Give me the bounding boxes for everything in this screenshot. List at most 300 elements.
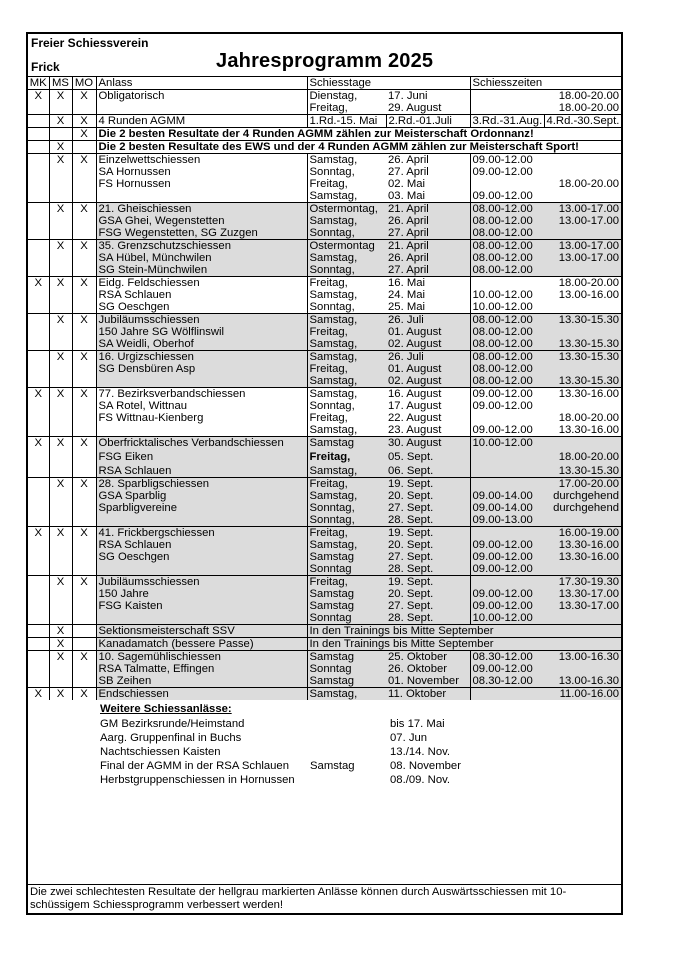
mark-mo [72, 675, 96, 688]
time-afternoon: 13.30-17.00 [544, 600, 621, 612]
mark-mo: X [72, 688, 96, 701]
mark-mo [72, 539, 96, 551]
event-name: Endschiessen [96, 688, 307, 701]
time-morning [470, 478, 544, 491]
time-morning: 09.00-12.00 [470, 154, 544, 167]
mark-ms: X [49, 688, 72, 701]
mark-mo [72, 141, 96, 154]
time-morning [470, 412, 544, 424]
mark-ms: X [49, 277, 72, 290]
event-day: Samstag, [307, 190, 386, 203]
mark-ms [49, 326, 72, 338]
table-row [28, 663, 621, 675]
mark-mo [72, 400, 96, 412]
mark-mk [28, 178, 49, 190]
table-row [28, 190, 621, 203]
mark-mk [28, 638, 49, 651]
event-date: 21. April [386, 203, 470, 216]
mark-mk [28, 588, 49, 600]
mark-mk [28, 289, 49, 301]
time-afternoon [544, 301, 621, 314]
table-row [28, 514, 621, 527]
mark-mk [28, 363, 49, 375]
mark-ms [49, 514, 72, 527]
footnote: Die zwei schlechtesten Resultate der hellgrau markierten Anlässe können durch Auswärtsschiessen mit 10-schüssigem Schiessprogramm verbessert werden! [28, 884, 621, 913]
time-morning: 08.00-12.00 [470, 227, 544, 240]
mark-mk [28, 203, 49, 216]
further-event-date: 07. Jun [390, 732, 428, 744]
mark-ms: X [49, 388, 72, 401]
time-morning: 08.00-12.00 [470, 375, 544, 388]
time-afternoon: 13.00-17.00 [544, 240, 621, 253]
mark-mo [72, 612, 96, 625]
mark-mk [28, 651, 49, 664]
event-date: 20. Sept. [386, 490, 470, 502]
col-schiesstage: Schiesstage [307, 77, 470, 90]
event-date: 28. Sept. [386, 563, 470, 576]
mark-mo: X [72, 154, 96, 167]
table-row [28, 203, 621, 216]
event-day: Sonntag, [307, 264, 386, 277]
time-morning [470, 102, 544, 115]
further-event-name: Herbstgruppenschiessen in Hornussen [100, 774, 295, 786]
mark-mk [28, 166, 49, 178]
event-name: FSG Eiken [96, 449, 307, 465]
col-ms: MS [49, 77, 72, 90]
table-row [28, 277, 621, 290]
mark-mk [28, 375, 49, 388]
time-afternoon [544, 563, 621, 576]
time-afternoon: 13.30-16.00 [544, 539, 621, 551]
event-date: 21. April [386, 240, 470, 253]
table-row [28, 638, 621, 651]
mark-mo: X [72, 478, 96, 491]
event-date: 06. Sept. [386, 465, 470, 478]
event-date: 27. Sept. [386, 551, 470, 563]
event-name: Sparbligvereine [96, 502, 307, 514]
mark-ms [49, 166, 72, 178]
event-date: 11. Oktober [386, 688, 470, 701]
table-row [28, 563, 621, 576]
mark-mk [28, 326, 49, 338]
mark-mk [28, 154, 49, 167]
event-name: Jubiläumsschiessen [96, 314, 307, 327]
event-name: Oberfricktalisches Verbandschiessen [96, 437, 307, 450]
time-afternoon [544, 190, 621, 203]
table-row [28, 551, 621, 563]
table-row [28, 651, 621, 664]
event-name [96, 424, 307, 437]
program-table [28, 76, 622, 700]
table-row [28, 675, 621, 688]
event-name: Einzelwettschiessen [96, 154, 307, 167]
further-event-item [28, 732, 621, 745]
agmm-round-4: 4.Rd.-30.Sept. [544, 115, 621, 128]
mark-ms: X [49, 154, 72, 167]
event-name: 10. Sagemühlischiessen [96, 651, 307, 664]
mark-mk [28, 412, 49, 424]
rule-text: Die 2 besten Resultate des EWS und der 4 Runden AGMM zählen zur Meisterschaft Sport! [96, 141, 621, 154]
mark-mo [72, 424, 96, 437]
mark-ms: X [49, 115, 72, 128]
event-name: SA Hornussen [96, 166, 307, 178]
time-afternoon: 13.30-16.00 [544, 388, 621, 401]
table-row [28, 178, 621, 190]
mark-mk [28, 663, 49, 675]
event-day: Freitag, [307, 576, 386, 589]
table-row [28, 527, 621, 540]
time-afternoon: 13.30-15.30 [544, 375, 621, 388]
mark-mk [28, 314, 49, 327]
event-date: 19. Sept. [386, 576, 470, 589]
time-afternoon: 13.30-16.00 [544, 551, 621, 563]
event-name: 21. Gheischiessen [96, 203, 307, 216]
time-morning [470, 688, 544, 701]
page-title: Jahresprogramm 2025 [216, 50, 434, 72]
event-name: Obligatorisch [96, 90, 307, 103]
event-date: 02. Mai [388, 178, 426, 190]
event-date: 01. November [386, 675, 470, 688]
time-morning: 08.00-12.00 [470, 240, 544, 253]
time-morning: 09.00-12.00 [470, 539, 544, 551]
event-day: Ostermontag, [307, 203, 386, 216]
event-day: Samstag, [307, 289, 386, 301]
time-afternoon: durchgehend [544, 502, 621, 514]
mark-mo [72, 588, 96, 600]
mark-mo [72, 190, 96, 203]
mark-mo [72, 178, 96, 190]
event-day: Samstag, [307, 539, 386, 551]
time-morning: 09.00-12.00 [470, 551, 544, 563]
further-event-name: GM Bezirksrunde/Heimstand [100, 718, 245, 730]
training-note: In den Trainings bis Mitte September [307, 625, 621, 638]
event-name: FSG Wegenstetten, SG Zuzgen [96, 227, 307, 240]
mark-mo: X [72, 576, 96, 589]
event-name: 28. Sparbligschiessen [96, 478, 307, 491]
event-day: Samstag, [307, 154, 386, 167]
mark-ms [49, 190, 72, 203]
program-sheet [26, 32, 623, 915]
time-morning [470, 277, 544, 290]
mark-mk: X [28, 527, 49, 540]
further-event-day: Samstag [310, 760, 355, 772]
mark-ms [49, 424, 72, 437]
event-date: 27. April [386, 264, 470, 277]
event-date: 28. Sept. [386, 612, 470, 625]
event-date: 02. August [386, 338, 470, 351]
table-row [28, 141, 621, 154]
time-morning: 09.00-12.00 [470, 400, 544, 412]
event-name [96, 375, 307, 388]
further-events-title: Weitere Schiessanlässe: [100, 703, 232, 715]
time-afternoon [544, 514, 621, 527]
event-date: 29. August [388, 102, 442, 114]
event-date: 01. August [386, 363, 470, 375]
mark-ms [49, 612, 72, 625]
table-header-row [28, 77, 621, 90]
mark-ms [49, 600, 72, 612]
event-date: 19. Sept. [386, 478, 470, 491]
event-day: Freitag, [307, 326, 386, 338]
event-name: Eidg. Feldschiessen [96, 277, 307, 290]
time-afternoon: 18.00-20.00 [558, 178, 620, 190]
event-name [96, 102, 307, 115]
event-name: GSA Sparblig [96, 490, 307, 502]
event-name: SG Oeschgen [96, 301, 307, 314]
table-row [28, 424, 621, 437]
mark-mo [72, 227, 96, 240]
event-date: 28. Sept. [386, 514, 470, 527]
event-day: Samstag, [307, 215, 386, 227]
further-event-name: Final der AGMM in der RSA Schlauen [100, 760, 289, 772]
mark-ms: X [49, 203, 72, 216]
mark-mk: X [28, 388, 49, 401]
mark-mo [72, 215, 96, 227]
mark-ms: X [49, 576, 72, 589]
further-event-name: Aarg. Gruppenfinal in Buchs [100, 732, 242, 744]
further-event-item [28, 746, 621, 759]
mark-ms [49, 502, 72, 514]
event-name: RSA Schlauen [96, 289, 307, 301]
event-date: 26. April [386, 215, 470, 227]
event-date: 19. Sept. [386, 527, 470, 540]
mark-mo: X [72, 651, 96, 664]
event-date: 25. Mai [388, 301, 426, 313]
mark-mo [72, 166, 96, 178]
mark-ms: X [49, 651, 72, 664]
mark-ms: X [49, 437, 72, 450]
mark-ms [49, 227, 72, 240]
mark-mo: X [72, 314, 96, 327]
mark-mo [72, 514, 96, 527]
mark-mk: X [28, 90, 49, 103]
event-day: Sonntag, [307, 301, 386, 314]
event-day: Sonntag, [307, 166, 386, 178]
mark-ms [49, 400, 72, 412]
table-row [28, 465, 621, 478]
event-day: Samstag, [307, 314, 386, 327]
table-row [28, 539, 621, 551]
mark-mk [28, 612, 49, 625]
time-morning: 08.00-12.00 [470, 264, 544, 277]
mark-mo [72, 363, 96, 375]
time-afternoon: 13.00-17.00 [544, 215, 621, 227]
time-afternoon [544, 326, 621, 338]
time-morning [470, 465, 544, 478]
col-mo: MO [72, 77, 96, 90]
time-afternoon: 13.00-16.30 [544, 651, 621, 664]
mark-ms [49, 465, 72, 478]
mark-mk: X [28, 688, 49, 701]
event-day: Samstag, [307, 490, 386, 502]
event-date: 27. Sept. [386, 600, 470, 612]
event-date: 22. August [388, 412, 442, 424]
table-row [28, 102, 621, 115]
event-day: Sonntag [307, 612, 386, 625]
mark-mk [28, 539, 49, 551]
time-afternoon: 13.00-16.00 [558, 289, 620, 301]
table-row [28, 412, 621, 424]
further-event-name: Nachtschiessen Kaisten [100, 746, 221, 758]
table-row [28, 128, 621, 141]
mark-ms: X [49, 638, 72, 651]
table-row [28, 115, 621, 128]
event-name: 41. Frickbergschiessen [96, 527, 307, 540]
time-afternoon: durchgehend [544, 490, 621, 502]
event-day: Samstag, [307, 424, 386, 437]
time-morning: 08.00-12.00 [470, 252, 544, 264]
event-day: Freitag, [307, 178, 386, 190]
event-name: RSA Talmatte, Effingen [96, 663, 307, 675]
time-morning: 09.00-12.00 [470, 588, 544, 600]
mark-mo [72, 375, 96, 388]
further-event-item [28, 760, 621, 773]
event-date: 16. Mai [386, 277, 470, 290]
event-date: 30. August [386, 437, 470, 450]
further-event-date: 13./14. Nov. [390, 746, 451, 758]
training-note: In den Trainings bis Mitte September [307, 638, 621, 651]
table-row [28, 388, 621, 401]
event-day: Samstag [307, 651, 386, 664]
mark-mk [28, 215, 49, 227]
mark-mk [28, 563, 49, 576]
event-day: Freitag, [307, 478, 386, 491]
mark-mk [28, 338, 49, 351]
mark-mo: X [72, 527, 96, 540]
event-day: Samstag [307, 675, 386, 688]
col-mk: MK [28, 77, 49, 90]
agmm-round-3: 3.Rd.-31.Aug. [470, 115, 544, 128]
mark-mk [28, 478, 49, 491]
table-row [28, 314, 621, 327]
time-morning: 09.00-13.00 [470, 514, 544, 527]
event-name: Kanadamatch (bessere Passe) [96, 638, 307, 651]
event-date: 26. Juli [386, 351, 470, 364]
event-name: Sektionsmeisterschaft SSV [96, 625, 307, 638]
mark-ms [49, 215, 72, 227]
event-date: 25. Oktober [386, 651, 470, 664]
table-row [28, 289, 621, 301]
further-event-date: 08. November [390, 760, 461, 772]
mark-mk [28, 600, 49, 612]
event-date: 17. Juni [386, 90, 470, 103]
event-date: 26. April [386, 252, 470, 264]
event-name: FSG Kaisten [96, 600, 307, 612]
time-afternoon [544, 400, 621, 412]
event-day: Freitag, [307, 449, 386, 465]
mark-mo [72, 289, 96, 301]
event-name: SG Stein-Münchwilen [96, 264, 307, 277]
event-name: RSA Schlauen [96, 539, 307, 551]
mark-mo [72, 252, 96, 264]
time-afternoon: 13.30-15.30 [544, 314, 621, 327]
time-afternoon [544, 166, 621, 178]
event-name [96, 190, 307, 203]
event-date: 20. Sept. [386, 539, 470, 551]
event-day: Samstag [307, 551, 386, 563]
time-afternoon: 13.00-17.00 [544, 203, 621, 216]
mark-ms: X [49, 351, 72, 364]
mark-mk [28, 190, 49, 203]
event-name [96, 563, 307, 576]
event-day: Samstag, [307, 688, 386, 701]
table-row [28, 576, 621, 589]
event-day: Freitag, [307, 412, 386, 424]
event-day: Samstag [307, 588, 386, 600]
time-morning: 08.00-12.00 [470, 363, 544, 375]
table-row [28, 400, 621, 412]
mark-mo [72, 663, 96, 675]
sheet-header [28, 34, 621, 76]
mark-mk [28, 424, 49, 437]
event-date: 20. Sept. [386, 588, 470, 600]
table-row [28, 502, 621, 514]
further-event-date: bis 17. Mai [390, 718, 445, 730]
mark-mk [28, 625, 49, 638]
table-row [28, 227, 621, 240]
time-afternoon: 17.00-20.00 [544, 478, 621, 491]
event-day: Sonntag [307, 663, 386, 675]
table-row [28, 437, 621, 450]
time-afternoon: 13.30-16.00 [558, 424, 620, 436]
table-row [28, 240, 621, 253]
time-afternoon: 16.00-19.00 [544, 527, 621, 540]
event-day: Freitag, [307, 363, 386, 375]
mark-mk: X [28, 277, 49, 290]
event-name: SA Weidli, Oberhof [96, 338, 307, 351]
table-row [28, 90, 621, 103]
table-row [28, 154, 621, 167]
mark-mk [28, 227, 49, 240]
mark-ms [49, 264, 72, 277]
table-row [28, 449, 621, 465]
mark-ms [49, 551, 72, 563]
time-morning: 09.00-12.00 [470, 600, 544, 612]
event-name: SA Rotel, Wittnau [96, 400, 307, 412]
mark-mo [72, 563, 96, 576]
table-row [28, 264, 621, 277]
time-morning: 08.30-12.00 [470, 675, 544, 688]
event-day: Dienstag, [307, 90, 386, 103]
mark-ms [49, 375, 72, 388]
mark-mo [72, 449, 96, 465]
time-morning: 08.00-12.00 [470, 314, 544, 327]
table-row [28, 478, 621, 491]
time-morning: 08.00-12.00 [470, 203, 544, 216]
table-row [28, 688, 621, 701]
table-row [28, 351, 621, 364]
mark-mk [28, 400, 49, 412]
event-day: Samstag, [307, 338, 386, 351]
event-day: Samstag, [307, 375, 386, 388]
time-morning: 10.00-12.00 [470, 437, 544, 450]
event-day: Samstag [307, 600, 386, 612]
event-day: Freitag, [307, 277, 386, 290]
event-date: 27. Sept. [386, 502, 470, 514]
table-row [28, 166, 621, 178]
time-morning: 09.00-14.00 [470, 490, 544, 502]
event-date: 16. August [386, 388, 470, 401]
mark-mk [28, 514, 49, 527]
mark-ms: X [49, 90, 72, 103]
event-date: 01. August [386, 326, 470, 338]
mark-ms: X [49, 527, 72, 540]
time-afternoon [544, 663, 621, 675]
time-morning: 09.00-12.00 [470, 424, 544, 437]
event-name: SG Oeschgen [96, 551, 307, 563]
mark-ms [49, 128, 72, 141]
time-afternoon [544, 612, 621, 625]
